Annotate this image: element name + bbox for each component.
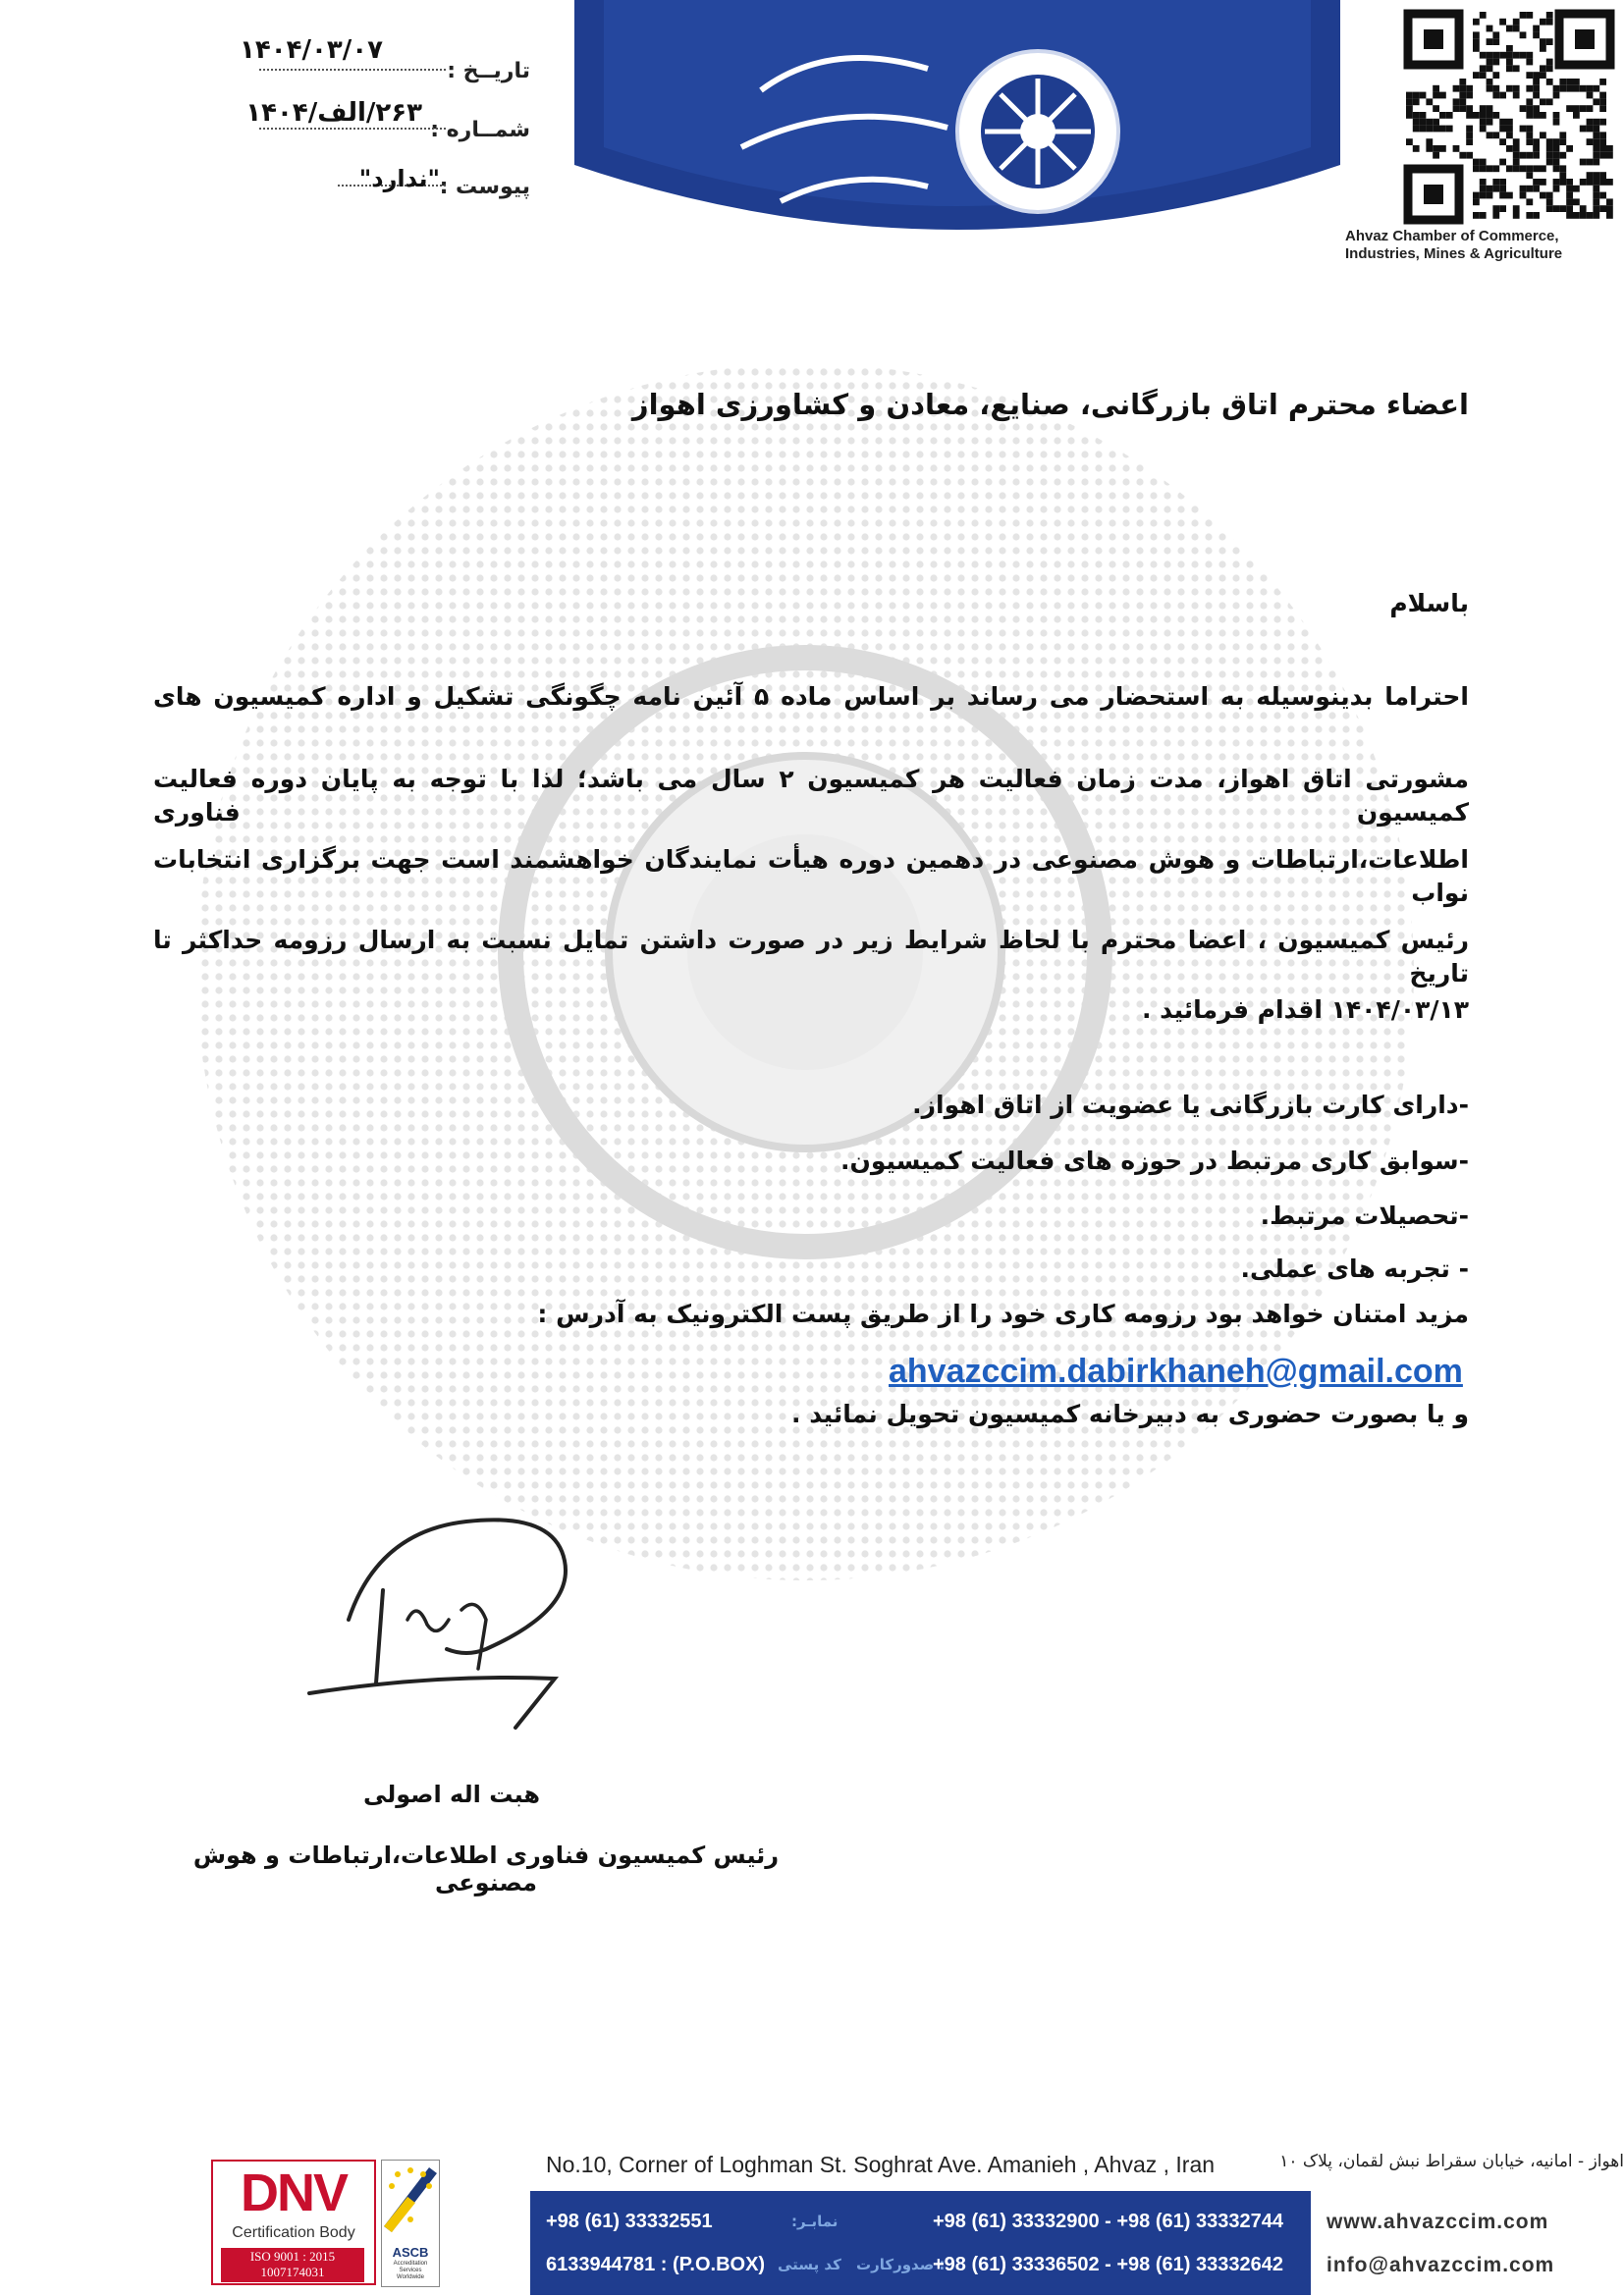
ascb-label: ASCB: [392, 2245, 429, 2260]
condition-item: -دارای کارت بازرگانی یا عضویت از اتاق اهواز.: [912, 1091, 1469, 1119]
condition-item: -سوابق کاری مرتبط در حوزه های فعالیت کمیسیون.: [840, 1147, 1469, 1175]
export-label: : صدورکارت: [856, 2256, 946, 2273]
qr-code[interactable]: [1402, 8, 1618, 226]
info-email-link[interactable]: info@ahvazccim.com: [1326, 2254, 1555, 2276]
paragraph-line: احتراما بدینوسیله به استحضار می رساند بر اساس ماده ۵ آئین نامه چگونگی تشکیل و اداره کمیسیون های: [153, 682, 1469, 711]
email-intro: مزید امتنان خواهد بود رزومه کاری خود را از طریق پست الکترونیک به آدرس :: [537, 1300, 1469, 1328]
paragraph-line: اطلاعات،ارتباطات و هوش مصنوعی در دهمین دوره هیأت نمایندگان خواهشمند است جهت برگزاری انتخابات نواب: [153, 845, 1469, 907]
attachment-row: [177, 161, 530, 200]
chamber-logo-banner: [574, 0, 1340, 263]
fax-label: نمابـر:: [791, 2213, 839, 2230]
date-label: تاریــخ :: [447, 59, 530, 83]
date-row: [177, 35, 530, 84]
chamber-name-en: Ahvaz Chamber of Commerce, Industries, Mines & Agriculture: [1345, 228, 1563, 262]
iso-number: 1007174031: [260, 2265, 325, 2279]
delivery-note: و یا بصورت حضوری به دبیرخانه کمیسیون تحویل نمائید .: [791, 1400, 1469, 1428]
number-label: شمــاره :: [430, 118, 530, 142]
web-contact: [1311, 2191, 1624, 2295]
greeting: باسلام: [1389, 589, 1469, 617]
number-value: ۲۶۳/الف/۱۴۰۴: [245, 98, 422, 128]
attachment-value: "ندارد": [358, 165, 440, 192]
contact-bar: [530, 2191, 1311, 2295]
phone-line-2: +98 (61) 33336502 - +98 (61) 33332642: [933, 2254, 1283, 2275]
ascb-accreditation-logo: [381, 2160, 440, 2287]
dnv-logo-text: DNV: [240, 2163, 347, 2222]
condition-item: -تحصیلات مرتبط.: [1260, 1201, 1469, 1230]
phone-line-1: +98 (61) 33332900 - +98 (61) 33332744: [933, 2211, 1283, 2232]
signer-title: رئیس کمیسیون فناوری اطلاعات،ارتباطات و هوش مصنوعی: [192, 1842, 780, 1896]
recipient-line: اعضاء محترم اتاق بازرگانی، صنایع، معادن و کشاورزی اهواز: [631, 388, 1469, 421]
date-value: ۱۴۰۴/۰۳/۰۷: [240, 35, 383, 65]
handwritten-signature: [290, 1502, 584, 1737]
iso-standard: ISO 9001 : 2015: [249, 2249, 336, 2264]
paragraph-line: رئیس کمیسیون ، اعضا محترم با لحاظ شرایط زیر در صورت داشتن تمایل نسبت به ارسال رزومه حداکثر تا تاریخ: [153, 926, 1469, 988]
postal-label: کد پستی: [778, 2256, 841, 2273]
condition-item: - تجربه های عملی.: [1240, 1255, 1469, 1283]
postal-code: 6133944781 : (P.O.BOX): [546, 2254, 766, 2275]
fax-number: +98 (61) 33332551: [546, 2211, 713, 2232]
iso-badge: [221, 2248, 364, 2282]
number-row: [177, 98, 530, 143]
number-dots: [259, 128, 446, 130]
paragraph-line: ۱۴۰۴/۰۳/۱۳ اقدام فرمائید .: [1141, 995, 1469, 1024]
email-link[interactable]: ahvazccim.dabirkhaneh@gmail.com: [889, 1353, 1463, 1390]
date-dots: [259, 69, 446, 71]
address-fa: اهواز - امانیه، خیابان سقراط نبش لقمان، پلاک ۱۰: [1279, 2152, 1624, 2171]
ascb-sub: Accreditation Services Worldwide: [393, 2261, 428, 2280]
paragraph-line: مشورتی اتاق اهواز، مدت زمان فعالیت هر کمیسیون ۲ سال می باشد؛ لذا با توجه به پایان دوره فعالیت کمیسیون فناوری: [153, 765, 1470, 827]
attachment-label: پیوست :: [439, 175, 530, 199]
address-en: No.10, Corner of Loghman St. Soghrat Ave. Amanieh , Ahvaz , Iran: [546, 2152, 1216, 2177]
signer-name: هبت اله اصولی: [362, 1781, 541, 1808]
certification-body-label: Certification Body: [232, 2224, 355, 2241]
ascb-stars-icon: [382, 2161, 439, 2239]
letter-meta: [177, 35, 530, 216]
website-link[interactable]: www.ahvazccim.com: [1326, 2211, 1549, 2233]
dnv-certification-logo: [211, 2160, 376, 2285]
